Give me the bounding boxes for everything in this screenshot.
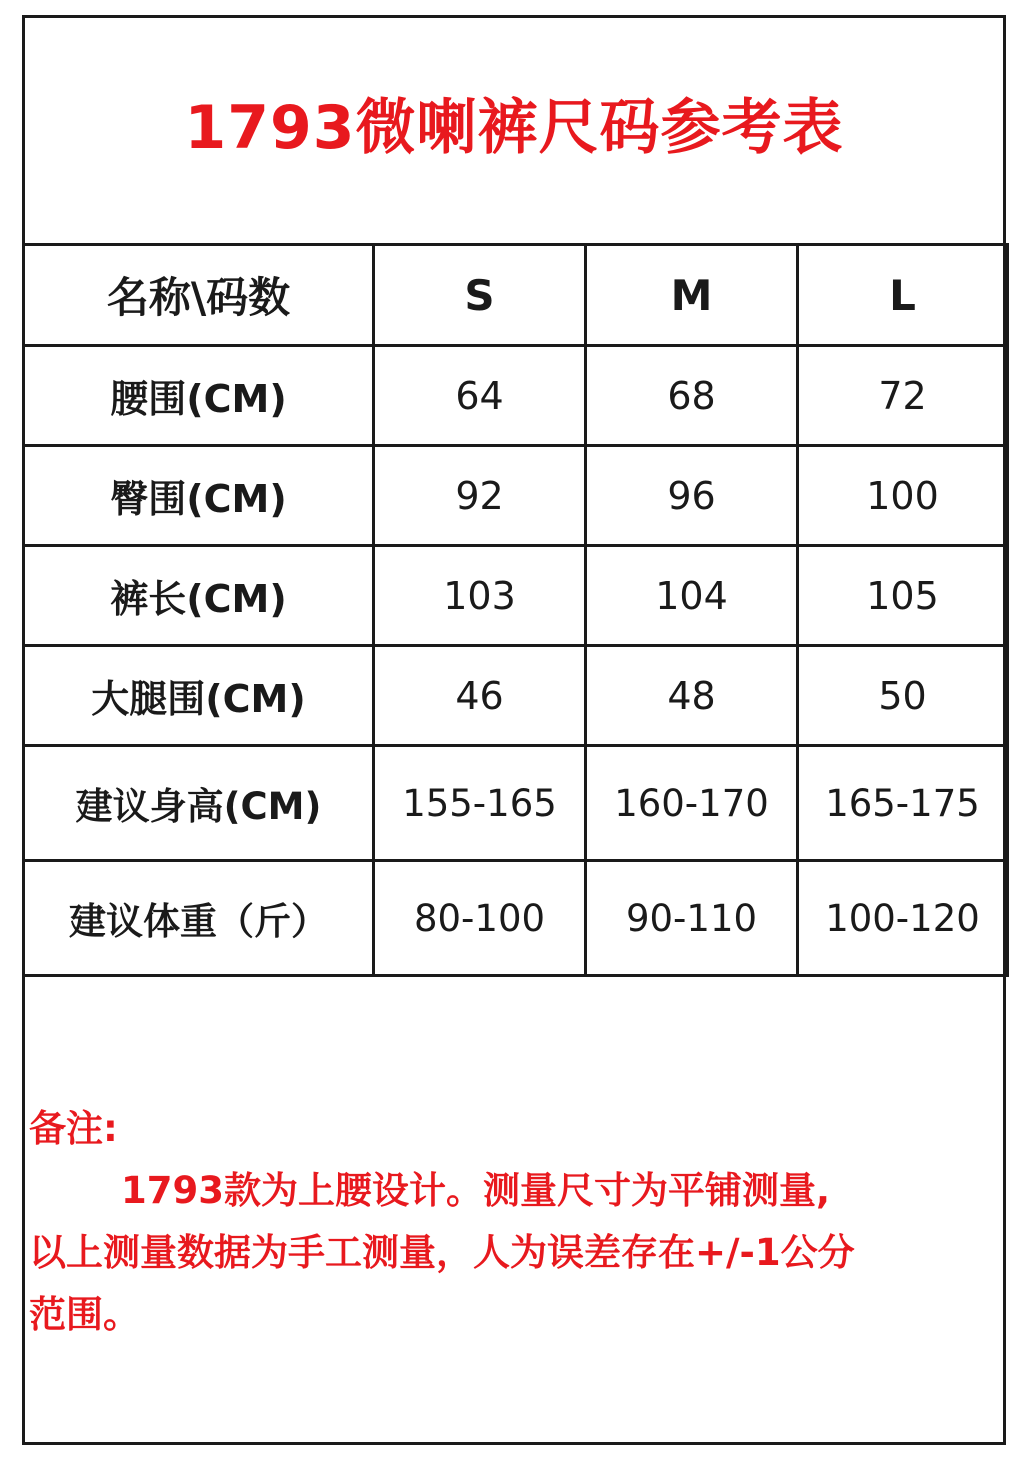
notes-line: 1793款为上腰设计。测量尺寸为平铺测量, xyxy=(121,1169,831,1212)
notes-line: 范围。 xyxy=(29,1293,140,1336)
notes-heading: 备注: xyxy=(29,1107,118,1150)
table-header-row xyxy=(24,245,1008,346)
row-label: 大腿围(CM) xyxy=(24,646,374,746)
size-table xyxy=(22,243,1009,977)
table-cell: 100-120 xyxy=(798,861,1008,976)
table-cell: 90-110 xyxy=(586,861,798,976)
table-cell: 155-165 xyxy=(374,746,586,861)
table-row-waist xyxy=(24,346,1008,446)
table-cell: 92 xyxy=(374,446,586,546)
header-cell-m: M xyxy=(586,245,798,346)
table-cell: 80-100 xyxy=(374,861,586,976)
table-cell: 165-175 xyxy=(798,746,1008,861)
header-cell-name-size: 名称\码数 xyxy=(24,245,374,346)
page-title: 1793微喇裤尺码参考表 xyxy=(184,93,844,163)
table-cell: 46 xyxy=(374,646,586,746)
table-cell: 50 xyxy=(798,646,1008,746)
size-chart-frame xyxy=(22,15,1006,1445)
table-row-height xyxy=(24,746,1008,861)
table-row-weight xyxy=(24,861,1008,976)
row-label: 腰围(CM) xyxy=(24,346,374,446)
table-cell: 100 xyxy=(798,446,1008,546)
header-cell-l: L xyxy=(798,245,1008,346)
header-cell-s: S xyxy=(374,245,586,346)
table-cell: 64 xyxy=(374,346,586,446)
notes-section xyxy=(29,1098,1009,1346)
table-cell: 72 xyxy=(798,346,1008,446)
row-label: 臀围(CM) xyxy=(24,446,374,546)
table-cell: 103 xyxy=(374,546,586,646)
table-cell: 68 xyxy=(586,346,798,446)
table-row-hip xyxy=(24,446,1008,546)
table-cell: 96 xyxy=(586,446,798,546)
table-row-thigh xyxy=(24,646,1008,746)
row-label: 建议身高(CM) xyxy=(24,746,374,861)
table-cell: 48 xyxy=(586,646,798,746)
row-label: 裤长(CM) xyxy=(24,546,374,646)
row-label: 建议体重（斤） xyxy=(24,861,374,976)
notes-line: 以上测量数据为手工测量，人为误差存在+/-1公分 xyxy=(29,1231,855,1274)
table-cell: 105 xyxy=(798,546,1008,646)
table-row-length xyxy=(24,546,1008,646)
table-cell: 160-170 xyxy=(586,746,798,861)
table-cell: 104 xyxy=(586,546,798,646)
